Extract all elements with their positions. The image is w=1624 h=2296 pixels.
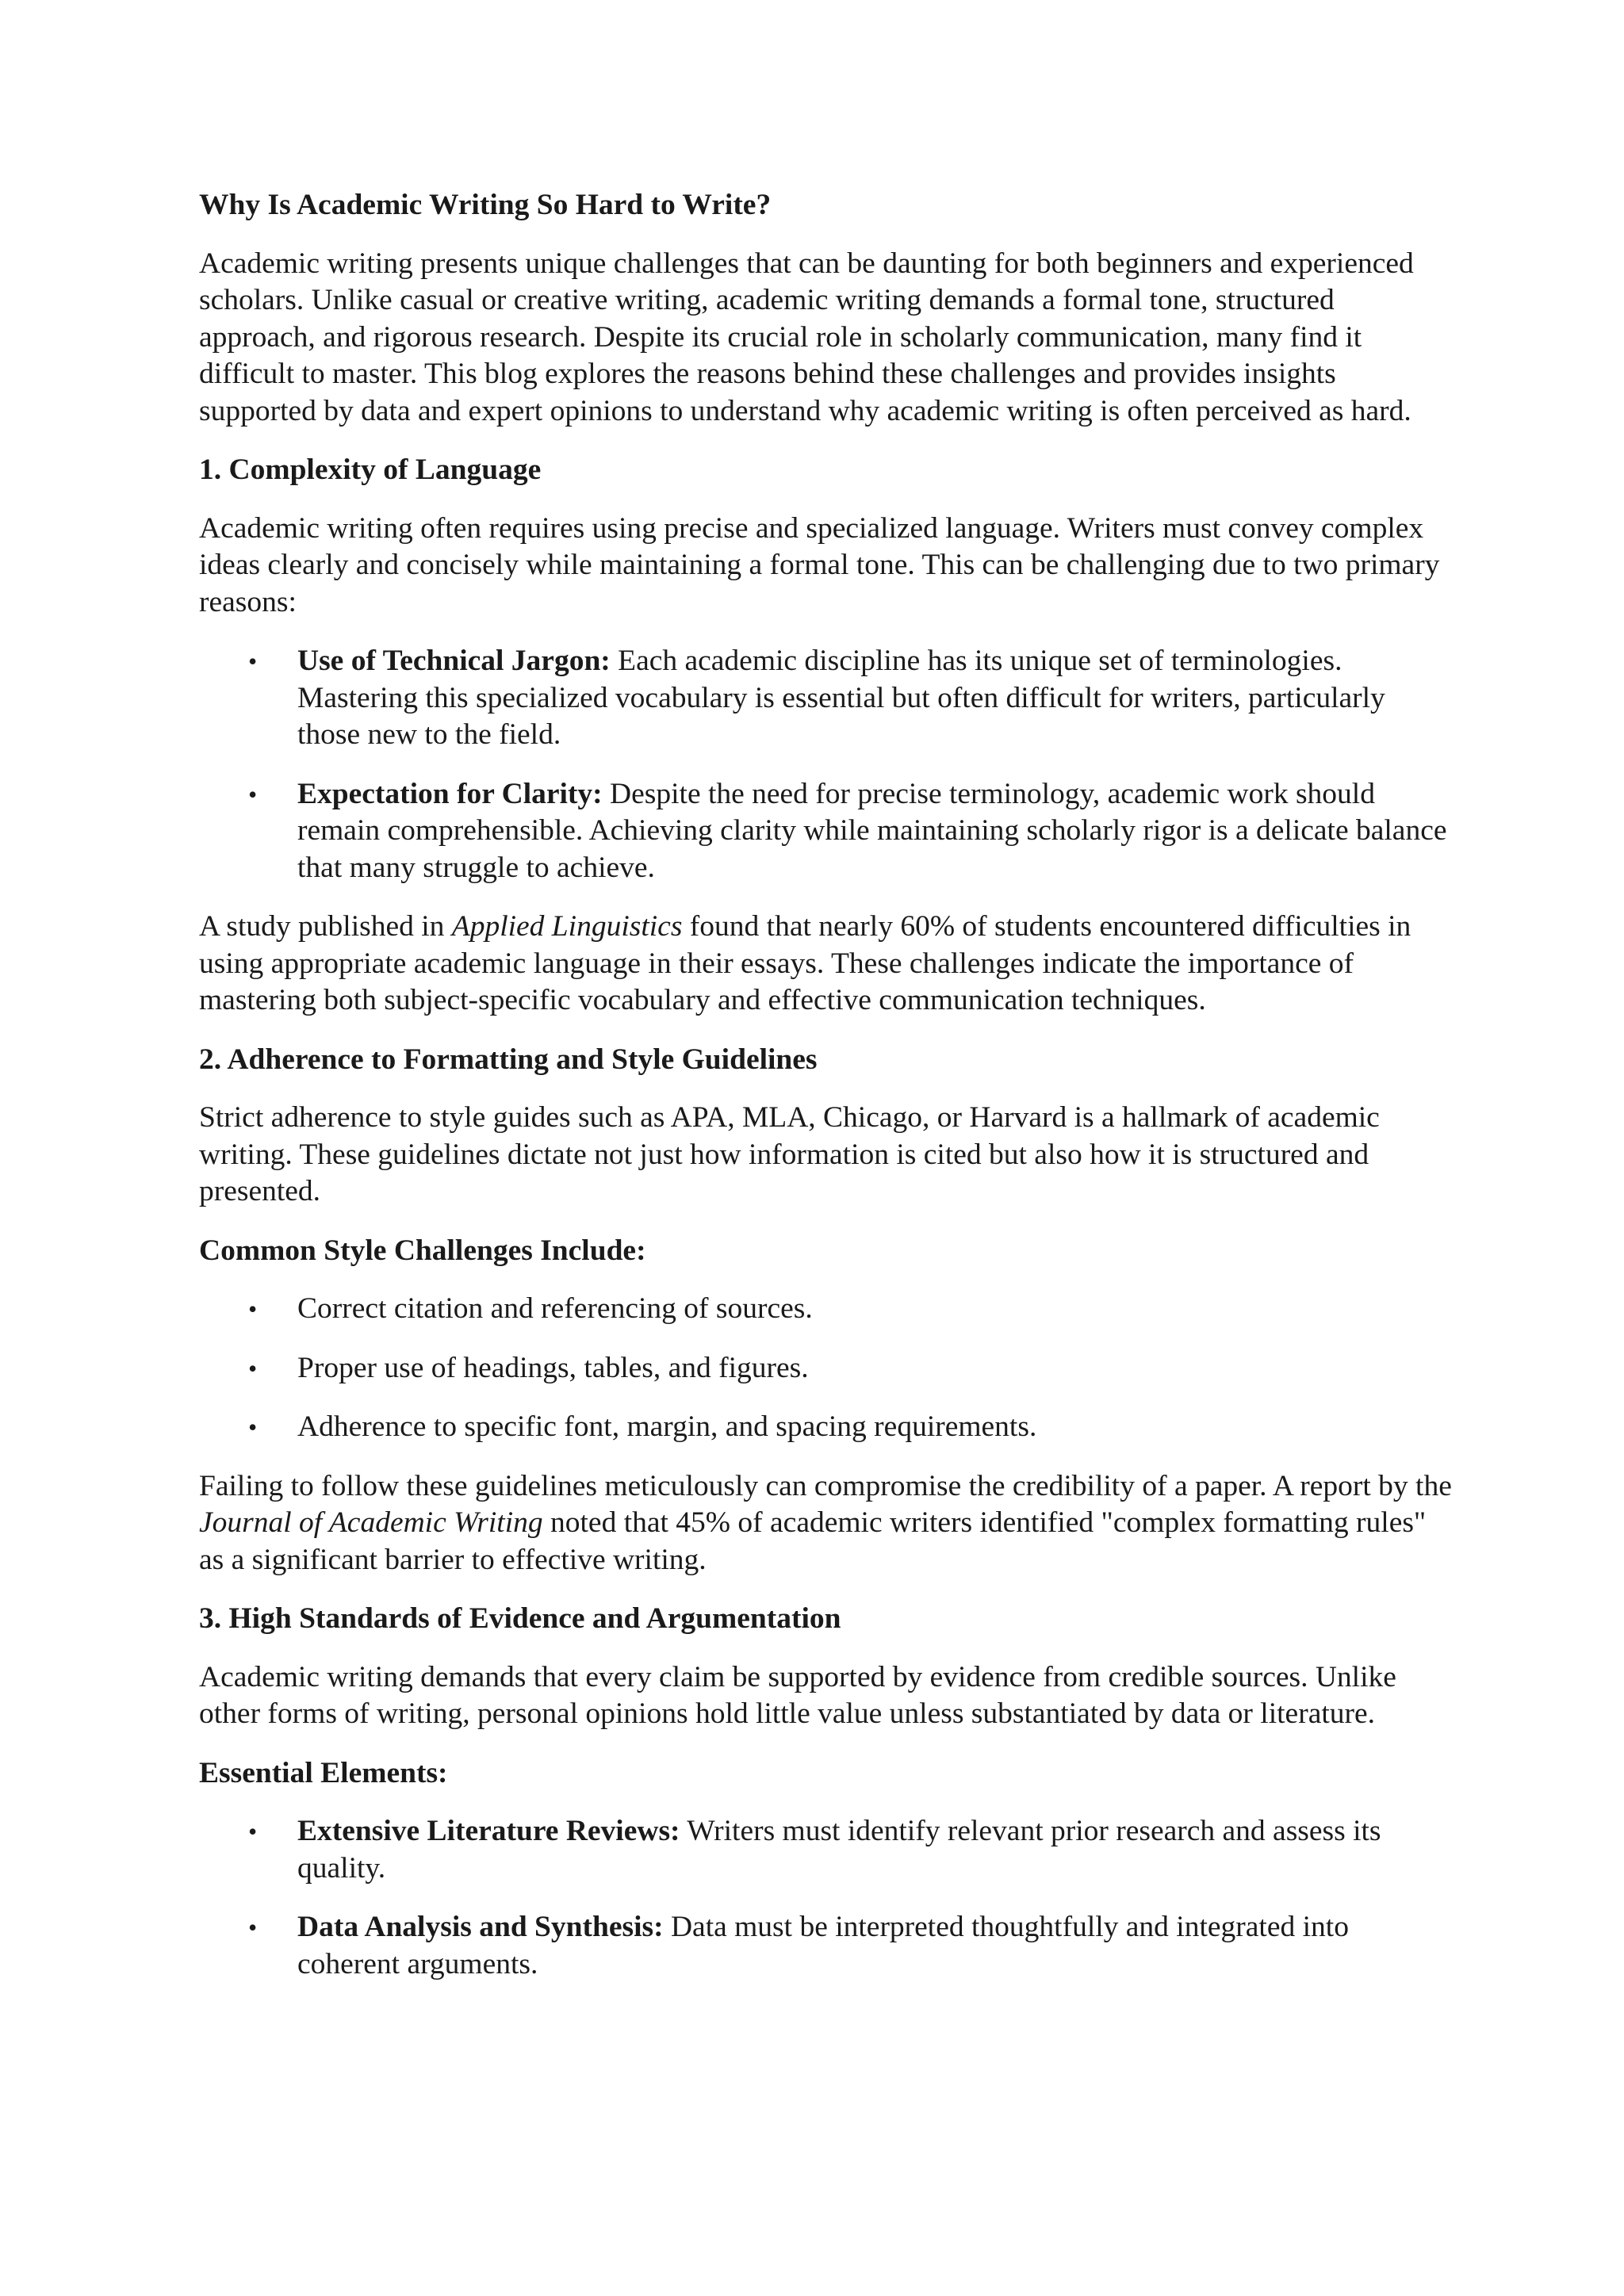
bullet-icon: • (248, 647, 258, 675)
bullet-icon: • (248, 779, 258, 809)
bullet-icon: • (248, 1913, 258, 1942)
section-2-subheading: Common Style Challenges Include: (199, 1234, 646, 1267)
bullet-term: Use of Technical Jargon: (297, 645, 611, 677)
journal-name: Journal of Academic Writing (199, 1506, 543, 1539)
section-2-heading: 2. Adherence to Formatting and Style Guidelines (199, 1043, 818, 1076)
bullet-text: Writers must identify relevant prior research and assess its quality. (297, 1815, 1381, 1885)
bullet-icon: • (248, 1295, 258, 1323)
bullet-term: Extensive Literature Reviews: (297, 1815, 680, 1847)
section-2-paragraph: Strict adherence to style guides such as APA, MLA, Chicago, or Harvard is a hallmark of academic writing. These guidelines dictate not just how information is cited but also how it is structured and presented. (199, 1101, 1380, 1207)
bullet-text: Despite the need for precise terminology, academic work should remain comprehensible. Achieving clarity while maintaining scholarly rigor is a delicate balance that many struggle to achieve. (297, 777, 1447, 884)
report-text-start: Failing to follow these guidelines meticulously can compromise the credibility of a paper. A report by the (199, 1469, 1452, 1502)
document-title: Why Is Academic Writing So Hard to Write? (199, 189, 772, 221)
report-paragraph (199, 1468, 1452, 1579)
study-paragraph (199, 909, 1452, 1020)
section-1-bullet-list (199, 643, 1452, 886)
bullet-icon: • (248, 1413, 258, 1441)
section-2-bullet-list (199, 1291, 1452, 1446)
bullet-icon: • (248, 1353, 258, 1383)
bullet-icon: • (248, 1817, 258, 1846)
list-item (199, 1291, 1452, 1328)
list-item (199, 1409, 1452, 1446)
bullet-term: Expectation for Clarity: (297, 777, 603, 810)
bullet-term: Data Analysis and Synthesis: (297, 1911, 664, 1943)
list-item (199, 1813, 1452, 1887)
section-3-paragraph: Academic writing demands that every claim be supported by evidence from credible sources. Unlike other forms of writing, personal opinions hold little value unless substantiated by data or literature. (199, 1660, 1396, 1730)
study-text-end: found that nearly 60% of students encountered difficulties in using appropriate academic language in their essays. These challenges indicate the importance of mastering both subject-specific vocabulary and effective communication techniques. (199, 910, 1411, 1016)
journal-name: Applied Linguistics (451, 910, 683, 943)
bullet-text: Adherence to specific font, margin, and spacing requirements. (297, 1410, 1037, 1443)
section-3-heading: 3. High Standards of Evidence and Argumentation (199, 1602, 841, 1635)
section-3-bullet-list (199, 1813, 1452, 1983)
bullet-text: Proper use of headings, tables, and figures. (297, 1351, 809, 1384)
intro-paragraph: Academic writing presents unique challenges that can be daunting for both beginners and experienced scholars. Unlike casual or creative writing, academic writing demands a formal tone, structured approach, and rigorous research. Despite its crucial role in scholarly communication, many find it difficult to master. This blog explores the reasons behind these challenges and provides insights supported by data and expert opinions to understand why academic writing is often perceived as hard. (199, 247, 1414, 427)
list-item (199, 643, 1452, 754)
section-1-heading: 1. Complexity of Language (199, 453, 542, 486)
list-item (199, 776, 1452, 887)
section-1-paragraph: Academic writing often requires using precise and specialized language. Writers must convey complex ideas clearly and concisely while maintaining a formal tone. This can be challenging due to two primary reasons: (199, 511, 1440, 618)
list-item (199, 1350, 1452, 1387)
section-3-subheading: Essential Elements: (199, 1756, 448, 1789)
bullet-text: Each academic discipline has its unique set of terminologies. Mastering this specialized vocabulary is essential but often difficult for writers, particularly those new to the field. (297, 645, 1385, 751)
bullet-text: Correct citation and referencing of sources. (297, 1292, 813, 1325)
study-text-start: A study published in (199, 910, 452, 943)
list-item (199, 1909, 1452, 1983)
document-page (199, 187, 1452, 2005)
bullet-text: Data must be interpreted thoughtfully and integrated into coherent arguments. (297, 1911, 1349, 1980)
report-text-end: noted that 45% of academic writers identified "complex formatting rules" as a significant barrier to effective writing. (199, 1506, 1427, 1576)
